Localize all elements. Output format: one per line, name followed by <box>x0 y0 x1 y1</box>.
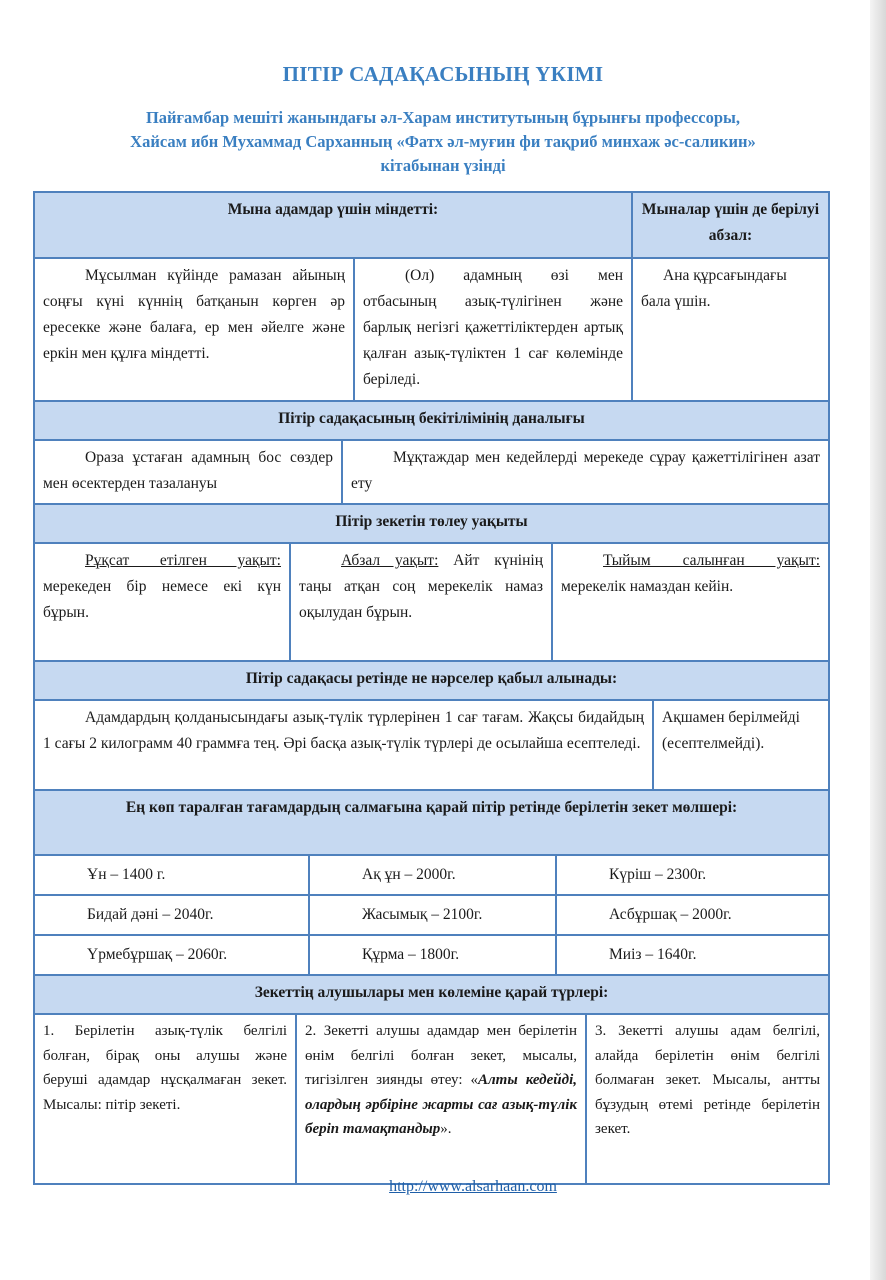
wisdom-left-cell: Ораза ұстаған адамның бос сөздер мен өсектерден тазалануы <box>34 440 342 504</box>
amount-cell: Ұн – 1400 г. <box>34 855 309 895</box>
subtitle-line: Хайсам ибн Мухаммад Сарханның «Фатх әл-муғин фи тақриб минхаж әс-саликин» <box>130 132 756 151</box>
amount-cell: Асбұршақ – 2000г. <box>556 895 829 935</box>
best-time-text: Айт күнінің таңы атқан соң мерекелік намаз оқылудан бұрын. <box>299 552 544 621</box>
amount-cell: Миіз – 1640г. <box>556 935 829 975</box>
wisdom-table <box>33 402 830 505</box>
obligatory-who-cell: Мұсылман күйінде рамазан айының соңғы күні күннің батқанын көрген әр ересекке және балаға, ер мен әйелге және еркін мен құлға міндетті. <box>34 258 354 401</box>
zakat-type-2-cell <box>296 1014 586 1184</box>
payment-time-table <box>33 505 830 662</box>
zakat-type-2-quote: Алты кедейді, олардың әрбіріне жарты сағ азық-түлік беріп тамақтандыр <box>305 1072 577 1137</box>
forbidden-time-label: Тыйым салынған уақыт: <box>603 552 821 569</box>
zakat-type-2-text: 2. Зекетті алушы адамдар мен берілетін өнім белгілі болған зекет, мысалы, тигізілген зиянды өтеу: « <box>305 1023 577 1088</box>
forbidden-time-text: мерекелік намаздан кейін. <box>561 578 734 595</box>
subtitle-line: кітабынан үзінді <box>380 156 506 175</box>
wisdom-right-cell: Мұқтаждар мен кедейлерді мерекеде сұрау қажеттілігінен азат ету <box>342 440 829 504</box>
amount-table <box>33 791 830 976</box>
zakat-types-header: Зекеттің алушылары мен көлеміне қарай түрлері: <box>34 976 829 1014</box>
subtitle-line: Пайғамбар мешіті жанындағы әл-Харам институтының бұрынғы профессоры, <box>145 108 741 127</box>
no-money-cell: Ақшамен берілмейді (есептелмейді). <box>653 700 829 790</box>
page-title: ПІТІР САДАҚАСЫНЫҢ ҮКІМІ <box>282 62 604 86</box>
best-time-cell <box>290 543 552 661</box>
accepted-food-cell: Адамдардың қолданысындағы азық-түлік түрлерінен 1 сағ тағам. Жақсы бидайдың 1 сағы 2 килограмм 40 граммға тең. Әрі басқа азық-түлік түрлері де осылайша есептеледі. <box>34 700 653 790</box>
amount-header: Ең көп таралған тағамдардың салмағына қарай пітір ретінде берілетін зекет мөлшері: <box>34 791 829 855</box>
allowed-time-cell <box>34 543 290 661</box>
recommended-header: Мыналар үшін де берілуі абзал: <box>632 192 829 258</box>
payment-time-header: Пітір зекетін төлеу уақыты <box>34 505 829 543</box>
accepted-items-table <box>33 662 830 791</box>
unborn-child-cell: Ана құрсағындағы бала үшін. <box>632 258 829 401</box>
amount-cell: Құрма – 1800г. <box>309 935 556 975</box>
amount-cell: Күріш – 2300г. <box>556 855 829 895</box>
subtitle <box>60 106 826 178</box>
obligation-table <box>33 191 830 402</box>
obligatory-header: Мына адамдар үшін міндетті: <box>34 192 632 258</box>
accepted-items-header: Пітір садақасы ретінде не нәрселер қабыл алынады: <box>34 662 829 700</box>
amount-cell: Ақ ұн – 2000г. <box>309 855 556 895</box>
zakat-type-2-end: ». <box>440 1121 452 1137</box>
zakat-type-3-cell: 3. Зекетті алушы адам белгілі, алайда берілетін өнім белгілі болмаған зекет. Мысалы, антты бұзудың өтемі ретінде берілетін зекет. <box>586 1014 829 1184</box>
forbidden-time-cell <box>552 543 829 661</box>
source-link[interactable]: http://www.alsarhaan.com <box>389 1178 557 1195</box>
best-time-label: Абзал уақыт: <box>341 552 439 569</box>
amount-cell: Үрмебұршақ – 2060г. <box>34 935 309 975</box>
allowed-time-text: мерекеден бір немесе екі күн бұрын. <box>43 578 281 621</box>
allowed-time-label: Рұқсат етілген уақыт: <box>85 552 281 569</box>
document-tables <box>33 191 828 1185</box>
zakat-types-table <box>33 976 830 1185</box>
amount-cell: Жасымық – 2100г. <box>309 895 556 935</box>
amount-cell: Бидай дәні – 2040г. <box>34 895 309 935</box>
page-edge-shadow <box>870 0 886 1280</box>
wisdom-header: Пітір садақасының бекітілімінің даналығы <box>34 402 829 440</box>
zakat-type-1-cell: 1. Берілетін азық-түлік белгілі болған, бірақ оны алушы және беруші адамдар нұсқалмаған зекет. Мысалы: пітір зекеті. <box>34 1014 296 1184</box>
obligatory-condition-cell: (Ол) адамның өзі мен отбасының азық-түлігінен және барлық негізгі қажеттіліктерден артық қалған азық-түліктен 1 сағ көлемінде беріледі. <box>354 258 632 401</box>
